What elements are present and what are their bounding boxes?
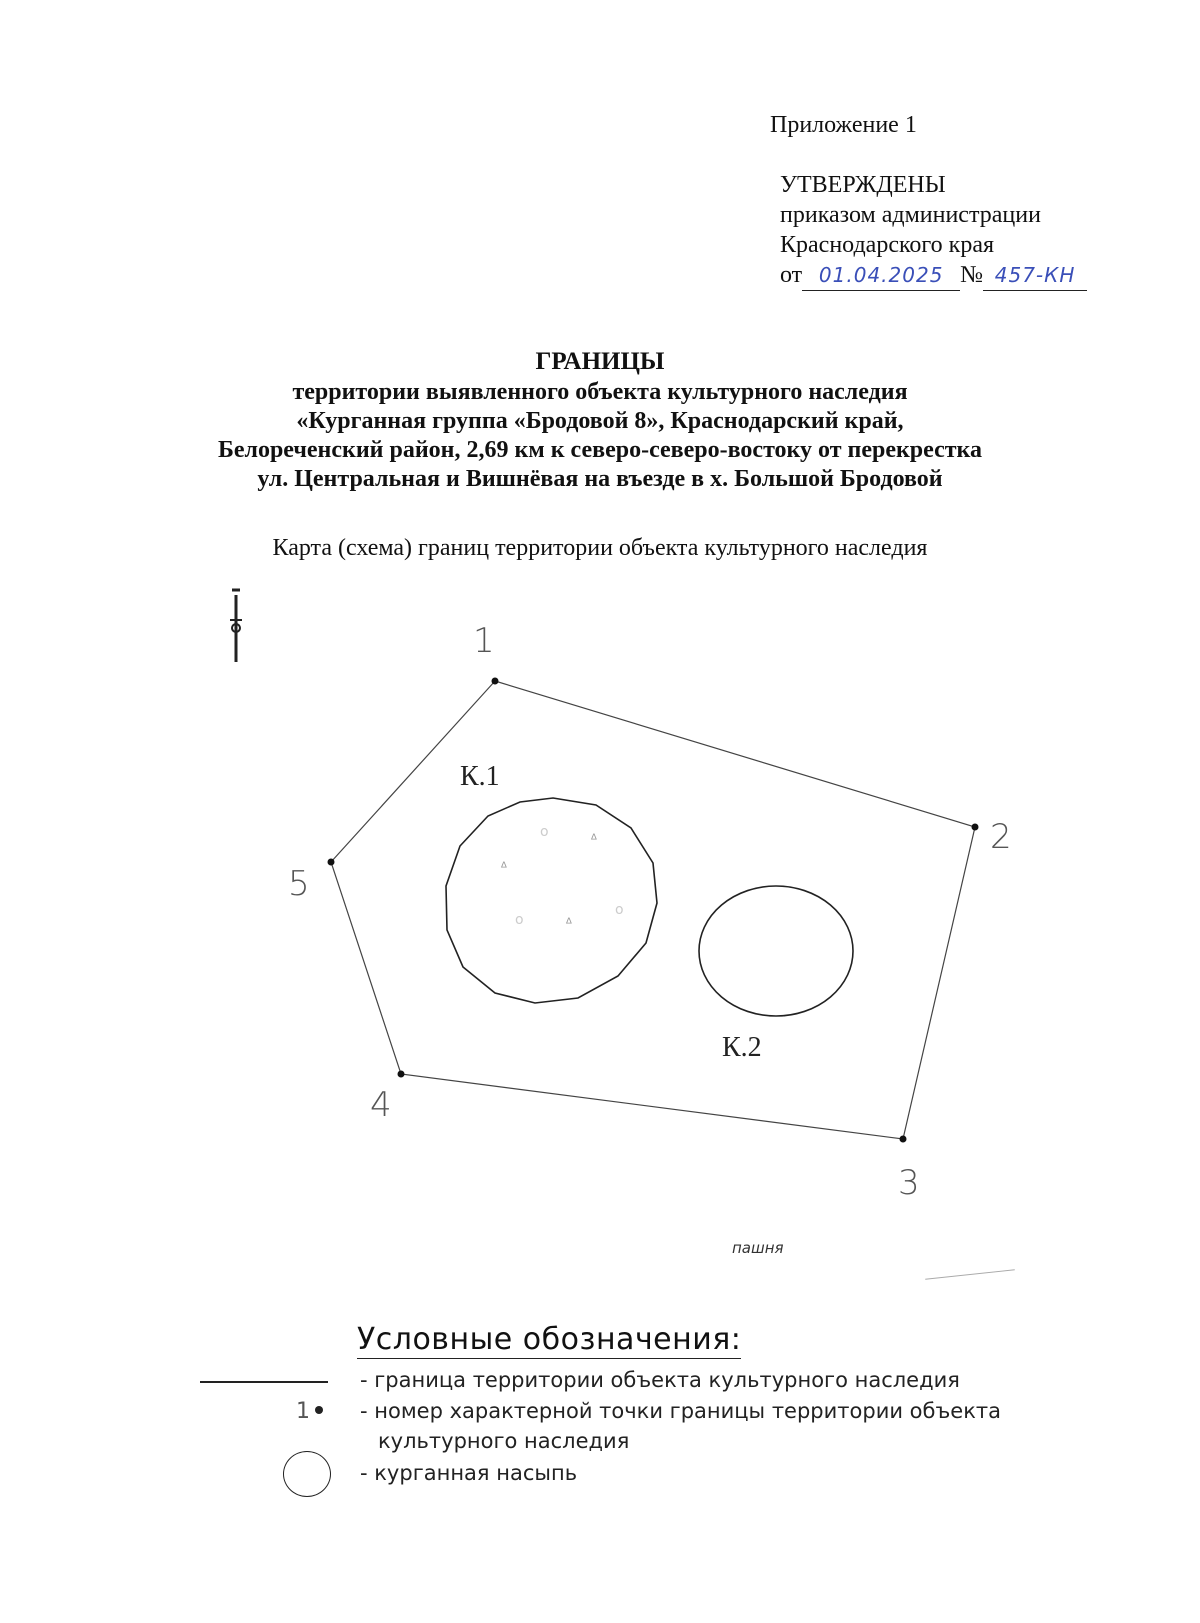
legend-title: Условные обозначения: [357,1322,742,1357]
point-label-2: 2 [990,817,1012,857]
boundary-point-2 [972,824,979,831]
order-number: 457-КН [994,263,1076,287]
legend-point-text-1: - номер характерной точки границы территории объекта [360,1399,1002,1423]
boundary-map [0,580,1200,1260]
legend-mound-sample [283,1451,331,1497]
svg-text:ᐞ: ᐞ [500,860,508,876]
point-label-3: 3 [898,1163,920,1203]
legend-point-dot [315,1406,323,1414]
legend-point-sample [296,1399,323,1424]
map-subtitle: Карта (схема) границ территории объекта культурного наследия [272,535,928,561]
title-line: территории выявленного объекта культурного наследия [292,379,908,405]
boundary-point-1 [492,678,499,685]
point-label-5: 5 [288,864,310,904]
legend-point-text-2: культурного наследия [378,1429,630,1453]
boundary-point-4 [398,1071,405,1078]
title-line: ул. Центральная и Вишнёвая на въезде в х. Большой Бродовой [257,466,943,492]
legend-mound-text: - курганная насыпь [360,1461,578,1485]
legend-boundary-text: - граница территории объекта культурного наследия [360,1368,960,1392]
order-date-line [780,260,1087,291]
svg-text:o: o [615,902,624,918]
order-number-field [983,260,1087,291]
mound-k1 [446,798,657,1003]
scan-mark [925,1269,1015,1279]
from-prefix: от [780,262,803,288]
appendix-label: Приложение 1 [770,112,917,138]
territory-boundary [331,681,975,1139]
document-title [0,347,1200,494]
number-sign: № [960,262,984,288]
title-heading: ГРАНИЦЫ [535,348,665,375]
order-date-field [802,260,960,291]
legend-boundary-sample [200,1381,328,1383]
title-line: Белореченский район, 2,69 км к северо-северо-востоку от перекрестка [217,437,983,463]
svg-text:o: o [515,912,524,928]
mound-label-k2: К.2 [722,1032,762,1063]
mound-k1-markings [500,824,624,932]
mound-k2 [699,886,853,1016]
title-line: «Курганная группа «Бродовой 8», Краснодарский край, [296,408,904,434]
order-date: 01.04.2025 [818,263,944,287]
approved-label: УТВЕРЖДЕНЫ [780,172,946,198]
by-order-label: приказом администрации [780,202,1041,228]
point-label-1: 1 [473,621,495,661]
svg-text:o: o [540,824,549,840]
svg-text:ᐞ: ᐞ [565,916,573,932]
region-label: Краснодарского края [780,232,995,258]
land-label: пашня [732,1239,784,1257]
mound-label-k1: К.1 [460,761,500,792]
svg-text:ᐞ: ᐞ [590,832,598,848]
boundary-point-3 [900,1136,907,1143]
boundary-point-5 [328,859,335,866]
legend-point-number: 1 [296,1399,310,1424]
point-label-4: 4 [370,1085,392,1125]
north-arrow-icon [230,590,242,662]
approval-block [780,170,1087,291]
